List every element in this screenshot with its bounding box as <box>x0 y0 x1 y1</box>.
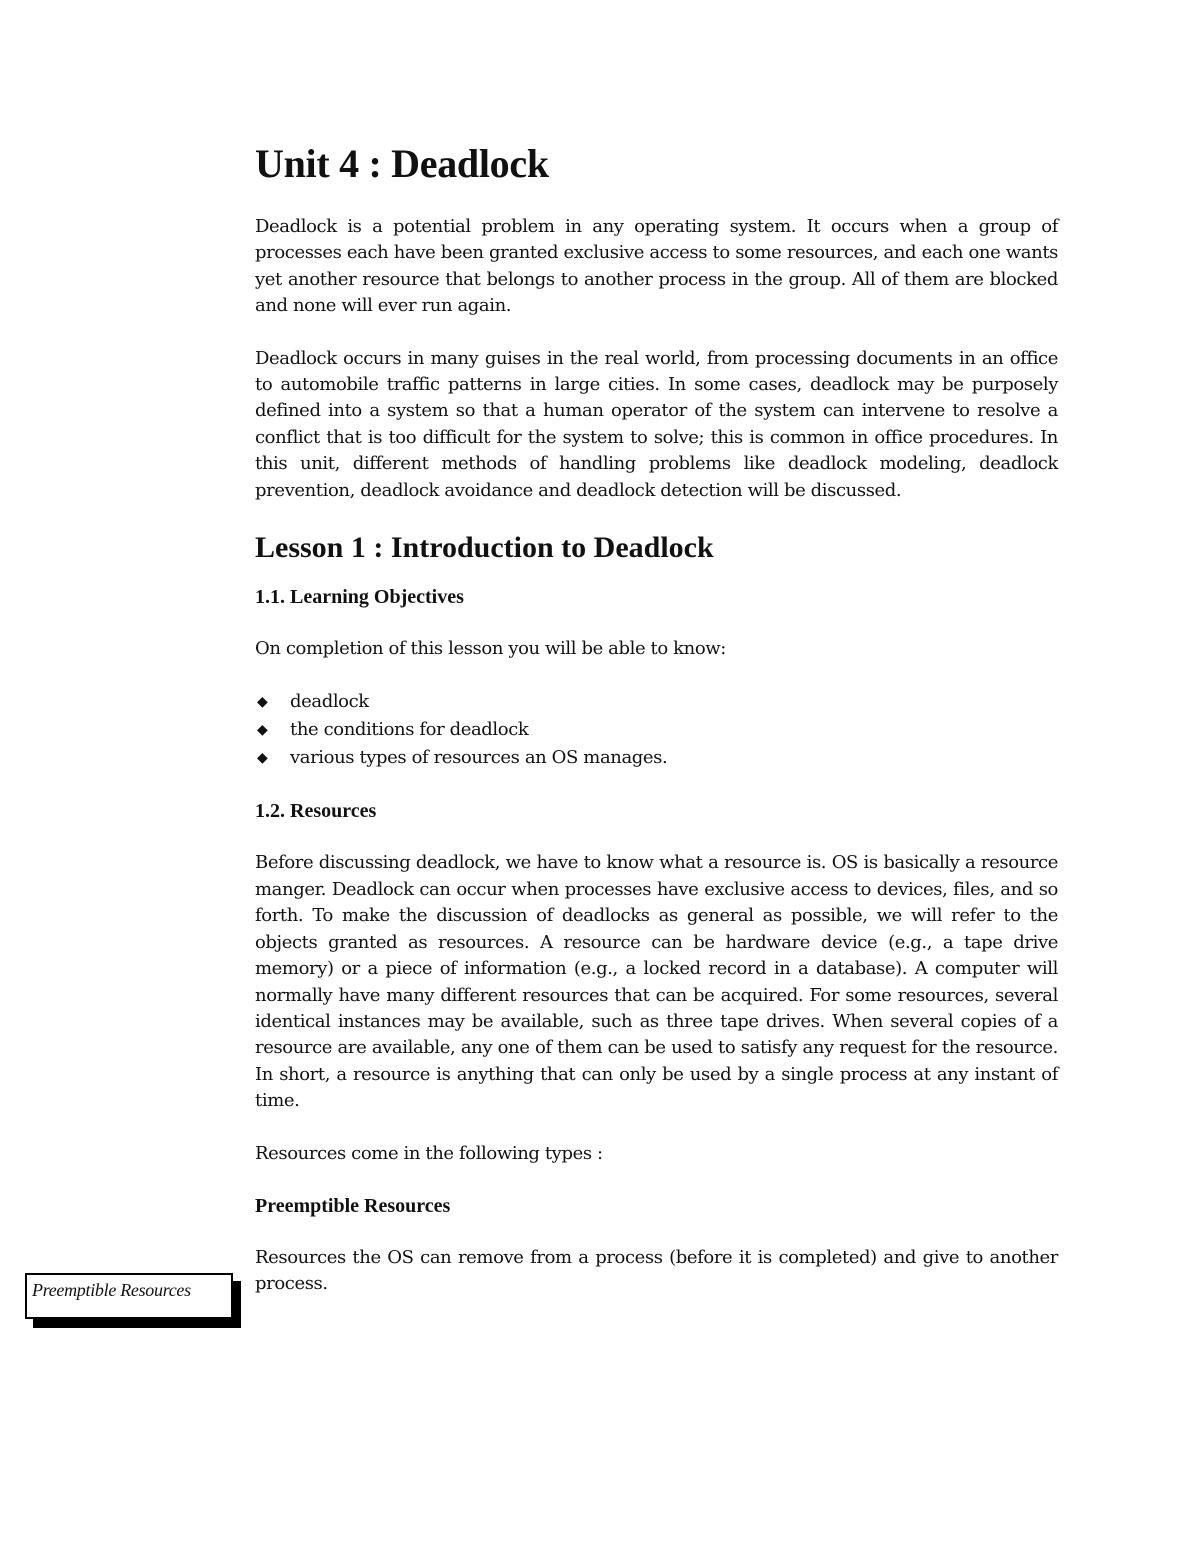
objective-text: deadlock <box>290 691 369 713</box>
resources-paragraph: Before discussing deadlock, we have to know what a resource is. OS is basically a resource manger. Deadlock can occur when processes have exclusive access to devices, files, and so forth. To make the discussion of deadlocks as general as possible, we will refer to the objects granted as resources. A resource can be hardware device (e.g., a tape drive memory) or a piece of information (e.g., a locked record in a database). A computer will normally have many different resources that can be acquired. For some resources, several identical instances may be available, such as three tape drives. When several copies of a resource are available, any one of them can be used to satisfy any request for the resource. In short, a resource is anything that can only be used by a single process at any instant of time. <box>255 852 1058 1112</box>
objective-text: various types of resources an OS manages. <box>290 747 668 769</box>
list-item <box>255 744 1058 772</box>
list-item <box>255 716 1058 744</box>
preemptible-resources-heading: Preemptible Resources <box>255 1194 451 1217</box>
unit-title: Unit 4 : Deadlock <box>255 141 549 186</box>
intro-paragraph-1: Deadlock is a potential problem in any operating system. It occurs when a group of processes each have been granted exclusive access to some resources, and each one wants yet another resource that belongs to another process in the group. All of them are blocked and none will ever run again. <box>255 216 1058 317</box>
margin-note-box <box>25 1273 237 1323</box>
objective-text: the conditions for deadlock <box>290 719 529 741</box>
diamond-bullet-icon: ◆ <box>257 694 268 711</box>
objectives-intro: On completion of this lesson you will be able to know: <box>255 638 726 660</box>
document-body <box>255 140 1058 1324</box>
margin-note: Preemptible Resources <box>25 1273 233 1319</box>
diamond-bullet-icon: ◆ <box>257 722 268 739</box>
lesson-title: Lesson 1 : Introduction to Deadlock <box>255 531 714 565</box>
list-item <box>255 688 1058 716</box>
section-heading-resources: 1.2. Resources <box>255 800 377 823</box>
diamond-bullet-icon: ◆ <box>257 750 268 767</box>
objectives-list <box>255 688 1058 772</box>
resource-types-intro: Resources come in the following types : <box>255 1142 603 1164</box>
section-heading-learning-objectives: 1.1. Learning Objectives <box>255 586 464 609</box>
preemptible-resources-text: Resources the OS can remove from a process (before it is completed) and give to another process. <box>255 1246 1058 1295</box>
intro-paragraph-2: Deadlock occurs in many guises in the real world, from processing documents in an office to automobile traffic patterns in large cities. In some cases, deadlock may be purposely defined into a system so that a human operator of the system can intervene to resolve a conflict that is too difficult for the system to solve; this is common in office procedures. In this unit, different methods of handling problems like deadlock modeling, deadlock prevention, deadlock avoidance and deadlock detection will be discussed. <box>255 347 1058 501</box>
